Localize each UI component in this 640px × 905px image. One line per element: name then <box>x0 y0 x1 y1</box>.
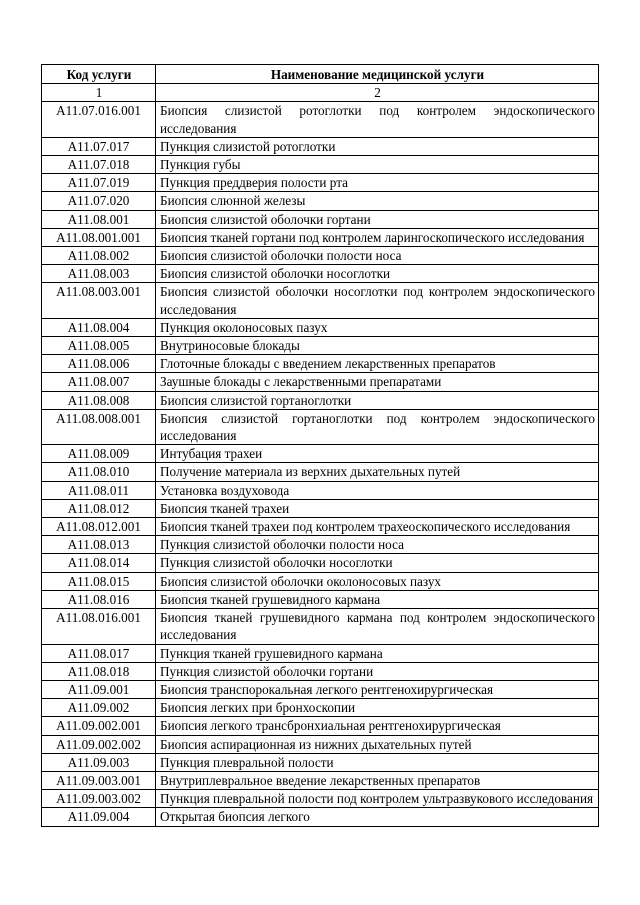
service-name-cell: Пункция слизистой оболочки гортани <box>156 662 599 680</box>
table-row <box>42 808 599 826</box>
service-code-cell: A11.07.020 <box>42 192 156 210</box>
service-name-cell: Биопсия слюнной железы <box>156 192 599 210</box>
service-code-cell: A11.09.002 <box>42 699 156 717</box>
service-name-cell: Биопсия слизистой ротоглотки под контролем эндоскопического исследования <box>156 102 599 137</box>
service-code-cell: A11.09.002.001 <box>42 717 156 735</box>
table-row <box>42 318 599 336</box>
column-number-1: 1 <box>42 84 156 102</box>
service-name-cell: Пункция плевральной полости под контролем ультразвукового исследования <box>156 790 599 808</box>
table-row <box>42 717 599 735</box>
table-row <box>42 518 599 536</box>
service-code-cell: A11.08.008.001 <box>42 409 156 444</box>
table-row <box>42 790 599 808</box>
service-name-cell: Заушные блокады с лекарственными препаратами <box>156 373 599 391</box>
service-code-cell: A11.08.016.001 <box>42 609 156 644</box>
table-row <box>42 337 599 355</box>
table-row <box>42 265 599 283</box>
service-code-cell: A11.07.018 <box>42 156 156 174</box>
service-code-cell: A11.07.019 <box>42 174 156 192</box>
table-row <box>42 247 599 265</box>
service-name-cell: Биопсия тканей грушевидного кармана под контролем эндоскопического исследования <box>156 609 599 644</box>
service-code-cell: A11.09.001 <box>42 680 156 698</box>
service-code-cell: A11.07.016.001 <box>42 102 156 137</box>
table-row <box>42 609 599 644</box>
service-name-cell: Интубация трахеи <box>156 445 599 463</box>
service-code-cell: A11.08.006 <box>42 355 156 373</box>
header-code: Код услуги <box>42 65 156 84</box>
service-name-cell: Внутриносовые блокады <box>156 337 599 355</box>
table-row <box>42 572 599 590</box>
service-code-cell: A11.08.017 <box>42 644 156 662</box>
service-name-cell: Биопсия аспирационная из нижних дыхательных путей <box>156 735 599 753</box>
service-name-cell: Пункция слизистой оболочки носоглотки <box>156 554 599 572</box>
table-row <box>42 373 599 391</box>
service-name-cell: Биопсия слизистой оболочки носоглотки под контролем эндоскопического исследования <box>156 283 599 318</box>
service-name-cell: Биопсия легких при бронхоскопии <box>156 699 599 717</box>
service-name-cell: Биопсия слизистой оболочки гортани <box>156 210 599 228</box>
service-code-cell: A11.09.004 <box>42 808 156 826</box>
table-row <box>42 771 599 789</box>
service-name-cell: Пункция слизистой ротоглотки <box>156 137 599 155</box>
service-code-cell: A11.09.002.002 <box>42 735 156 753</box>
service-name-cell: Получение материала из верхних дыхательных путей <box>156 463 599 481</box>
table-row <box>42 499 599 517</box>
service-code-cell: A11.09.003.001 <box>42 771 156 789</box>
service-name-cell: Биопсия транспорокальная легкого рентгенохирургическая <box>156 680 599 698</box>
service-name-cell: Биопсия тканей трахеи под контролем трахеоскопического исследования <box>156 518 599 536</box>
service-code-cell: A11.08.018 <box>42 662 156 680</box>
table-row <box>42 680 599 698</box>
service-name-cell: Глоточные блокады с введением лекарственных препаратов <box>156 355 599 373</box>
table-row <box>42 283 599 318</box>
service-code-cell: A11.09.003.002 <box>42 790 156 808</box>
service-name-cell: Пункция губы <box>156 156 599 174</box>
table-body <box>42 84 599 826</box>
service-code-cell: A11.08.015 <box>42 572 156 590</box>
service-name-cell: Биопсия тканей гортани под контролем ларингоскопического исследования <box>156 228 599 246</box>
service-name-cell: Установка воздуховода <box>156 481 599 499</box>
table-row <box>42 463 599 481</box>
table-row <box>42 391 599 409</box>
table-row <box>42 554 599 572</box>
table-row <box>42 137 599 155</box>
service-name-cell: Пункция тканей грушевидного кармана <box>156 644 599 662</box>
table-row <box>42 699 599 717</box>
service-name-cell: Пункция слизистой оболочки полости носа <box>156 536 599 554</box>
service-code-cell: A11.08.003 <box>42 265 156 283</box>
table-row <box>42 102 599 137</box>
table-row <box>42 590 599 608</box>
service-name-cell: Биопсия слизистой оболочки околоносовых пазух <box>156 572 599 590</box>
service-name-cell: Биопсия слизистой гортаноглотки <box>156 391 599 409</box>
service-code-cell: A11.08.005 <box>42 337 156 355</box>
service-name-cell: Биопсия тканей грушевидного кармана <box>156 590 599 608</box>
table-row <box>42 192 599 210</box>
service-name-cell: Биопсия тканей трахеи <box>156 499 599 517</box>
table-row <box>42 228 599 246</box>
service-code-cell: A11.08.014 <box>42 554 156 572</box>
table-row <box>42 445 599 463</box>
service-code-cell: A11.08.003.001 <box>42 283 156 318</box>
service-name-cell: Биопсия слизистой гортаноглотки под контролем эндоскопического исследования <box>156 409 599 444</box>
service-code-cell: A11.08.013 <box>42 536 156 554</box>
header-row <box>42 65 599 84</box>
service-name-cell: Пункция околоносовых пазух <box>156 318 599 336</box>
service-code-cell: A11.08.004 <box>42 318 156 336</box>
table-row <box>42 536 599 554</box>
service-name-cell: Биопсия слизистой оболочки носоглотки <box>156 265 599 283</box>
column-number-2: 2 <box>156 84 599 102</box>
service-code-cell: A11.08.012.001 <box>42 518 156 536</box>
service-code-cell: A11.08.008 <box>42 391 156 409</box>
table-row <box>42 174 599 192</box>
table-row <box>42 735 599 753</box>
table-header <box>42 65 599 84</box>
service-code-cell: A11.08.009 <box>42 445 156 463</box>
column-number-row <box>42 84 599 102</box>
service-code-cell: A11.08.002 <box>42 247 156 265</box>
service-code-cell: A11.09.003 <box>42 753 156 771</box>
service-name-cell: Пункция плевральной полости <box>156 753 599 771</box>
service-code-cell: A11.08.001.001 <box>42 228 156 246</box>
service-code-cell: A11.08.010 <box>42 463 156 481</box>
table-row <box>42 481 599 499</box>
medical-services-table <box>41 64 599 827</box>
table-row <box>42 644 599 662</box>
service-name-cell: Биопсия легкого трансбронхиальная рентгенохирургическая <box>156 717 599 735</box>
table-row <box>42 355 599 373</box>
service-code-cell: A11.07.017 <box>42 137 156 155</box>
table-row <box>42 753 599 771</box>
header-name: Наименование медицинской услуги <box>156 65 599 84</box>
table-row <box>42 156 599 174</box>
table-row <box>42 409 599 444</box>
service-code-cell: A11.08.016 <box>42 590 156 608</box>
service-code-cell: A11.08.007 <box>42 373 156 391</box>
service-code-cell: A11.08.001 <box>42 210 156 228</box>
document-page <box>41 64 598 827</box>
table-row <box>42 210 599 228</box>
service-name-cell: Биопсия слизистой оболочки полости носа <box>156 247 599 265</box>
service-name-cell: Внутриплевральное введение лекарственных препаратов <box>156 771 599 789</box>
service-code-cell: A11.08.011 <box>42 481 156 499</box>
service-name-cell: Пункция преддверия полости рта <box>156 174 599 192</box>
service-code-cell: A11.08.012 <box>42 499 156 517</box>
table-row <box>42 662 599 680</box>
service-name-cell: Открытая биопсия легкого <box>156 808 599 826</box>
